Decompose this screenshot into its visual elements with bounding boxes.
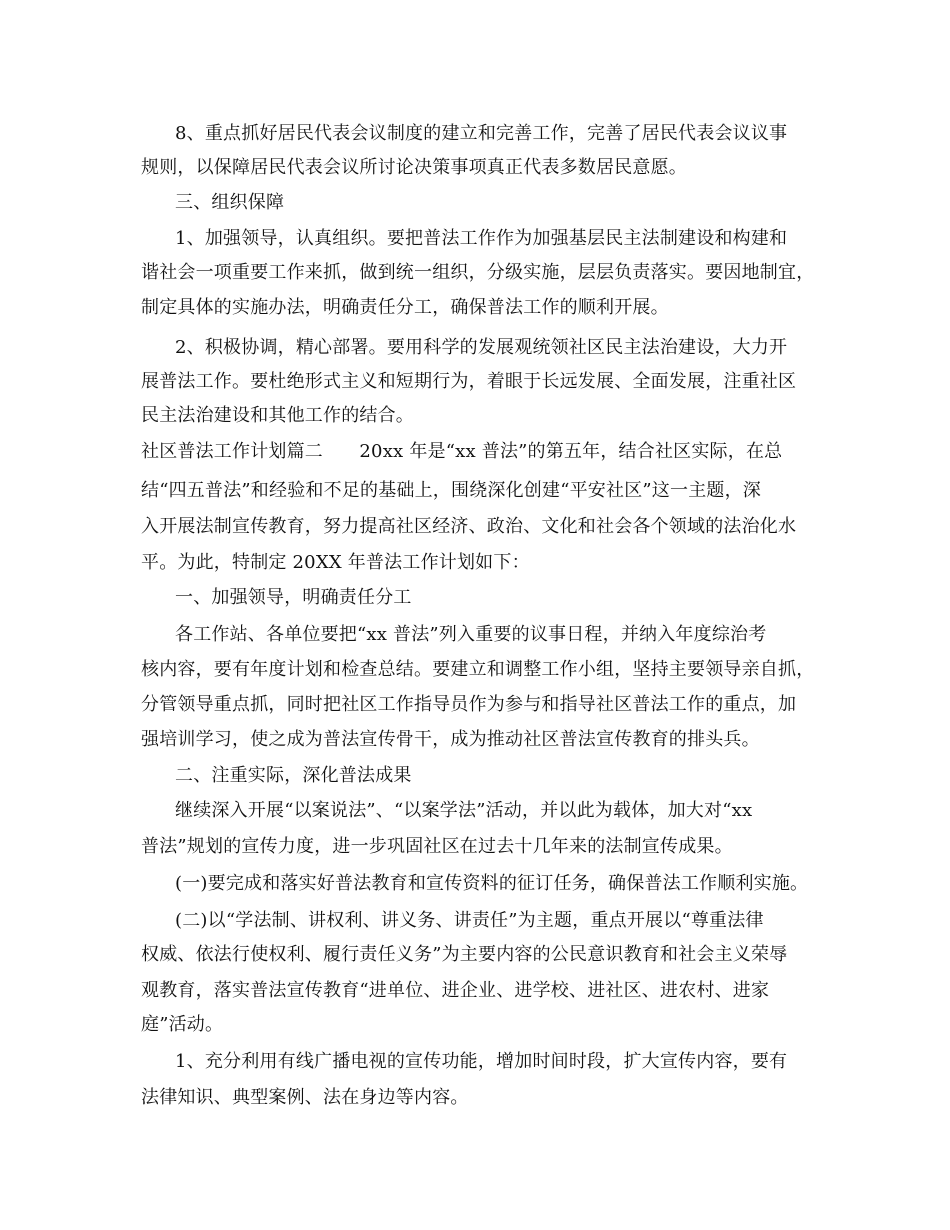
text-line: (二)以“学法制、讲权利、讲义务、讲责任”为主题，重点开展以“尊重法律 [175,910,764,931]
text-line: (一)要完成和落实好普法教育和宣传资料的征订任务，确保普法工作顺利实施。 [175,873,809,894]
text-line: 平。为此，特制定 20XX 年普法工作计划如下： [141,552,530,573]
text-line: 谐社会一项重要工作来抓，做到统一组织，分级实施，层层负责落实。要因地制宜， [141,262,815,283]
text-line: 权威、依法行使权利、履行责任义务”为主要内容的公民意识教育和社会主义荣辱 [141,944,788,965]
text-line: 各工作站、各单位要把“xx 普法”列入重要的议事日程，并纳入年度综治考 [175,624,767,645]
text-line: 民主法治建设和其他工作的结合。 [141,405,414,426]
text-line: 继续深入开展“以案说法”、“以案学法”活动，并以此为载体，加大对“xx [175,800,753,821]
text-line: 入开展法制宣传教育，努力提高社区经济、政治、文化和社会各个领域的法治化水 [141,516,797,537]
text-line: 规则，以保障居民代表会议所讨论决策事项真正代表多数居民意愿。 [141,157,687,178]
text-line: 普法”规划的宣传力度，进一步巩固社区在过去十几年来的法制宣传成果。 [141,836,733,857]
text-line: 社区普法工作计划篇二 20xx 年是“xx 普法”的第五年，结合社区实际，在总 [141,441,783,462]
text-line: 观教育，落实普法宣传教育“进单位、进企业、进学校、进社区、进农村、进家 [141,980,770,1001]
text-line: 1、充分利用有线广播电视的宣传功能，增加时间时段，扩大宣传内容，要有 [175,1051,788,1072]
text-line: 核内容，要有年度计划和检查总结。要建立和调整工作小组，坚持主要领导亲自抓， [141,659,815,680]
text-line: 1、加强领导，认真组织。要把普法工作作为加强基层民主法制建设和构建和 [175,228,788,249]
text-line: 结“四五普法”和经验和不足的基础上，围绕深化创建“平安社区”这一主题，深 [141,480,762,501]
section-heading: 二、注重实际，深化普法成果 [175,765,412,786]
text-line: 制定具体的实施办法，明确责任分工，确保普法工作的顺利开展。 [141,297,669,318]
text-line: 展普法工作。要杜绝形式主义和短期行为，着眼于长远发展、全面发展，注重社区 [141,371,797,392]
text-line: 法律知识、典型案例、法在身边等内容。 [141,1087,469,1108]
text-line: 8、重点抓好居民代表会议制度的建立和完善工作，完善了居民代表会议议事 [175,123,788,144]
section-heading: 三、组织保障 [175,192,285,213]
text-line: 分管领导重点抓，同时把社区工作指导员作为参与和指导社区普法工作的重点，加 [141,694,797,715]
text-line: 2、积极协调，精心部署。要用科学的发展观统领社区民主法治建设，大力开 [175,337,788,358]
text-line: 庭”活动。 [141,1014,224,1035]
section-heading: 一、加强领导，明确责任分工 [175,587,412,608]
text-line: 强培训学习，使之成为普法宣传骨干，成为推动社区普法宣传教育的排头兵。 [141,729,760,750]
